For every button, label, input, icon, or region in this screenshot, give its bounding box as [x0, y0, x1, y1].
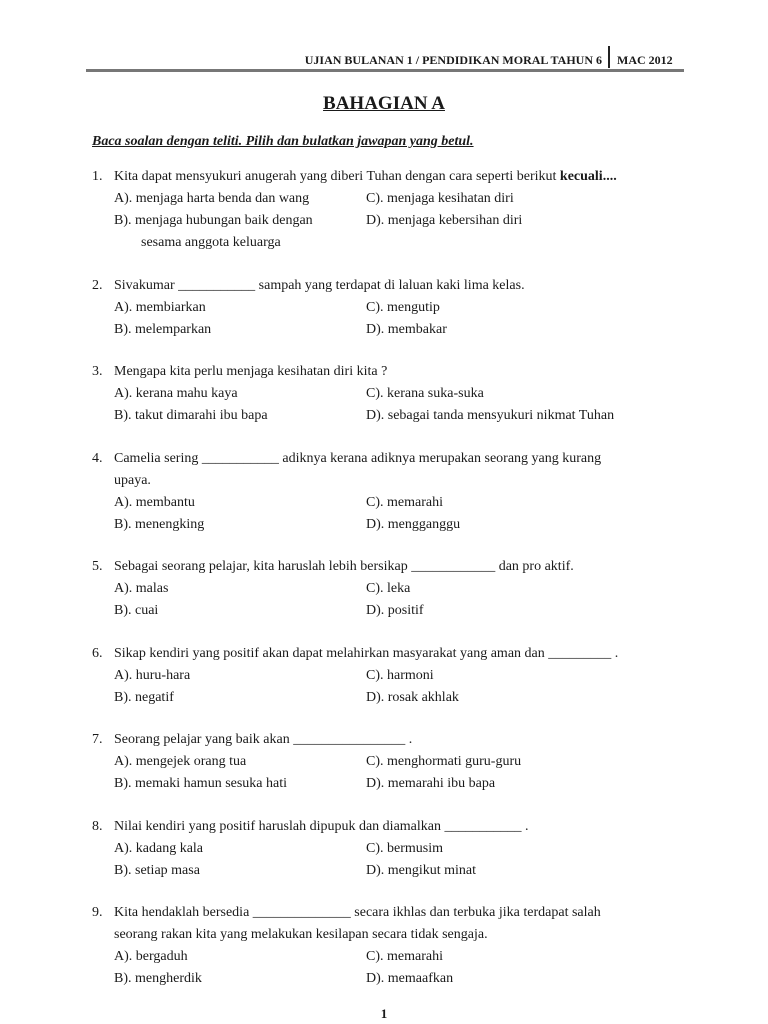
question-number: 9. [92, 905, 103, 920]
question-9 [92, 902, 692, 990]
option-b[interactable]: B). melemparkan [114, 322, 212, 337]
option-d[interactable]: D). rosak akhlak [366, 690, 459, 705]
question-stem [92, 166, 692, 188]
option-b[interactable]: B). setiap masa [114, 863, 200, 878]
question-6 [92, 643, 692, 709]
option-d[interactable]: D). sebagai tanda mensyukuri nikmat Tuhan [366, 408, 615, 423]
question-stem-continued: upaya. [114, 473, 151, 488]
option-b[interactable]: B). cuai [114, 603, 159, 618]
option-c[interactable]: C). mengutip [366, 300, 440, 315]
option-c[interactable]: C). menghormati guru-guru [366, 754, 522, 769]
question-stem-continued: seorang rakan kita yang melakukan kesilapan secara tidak sengaja. [114, 927, 488, 942]
question-number: 4. [92, 451, 103, 466]
option-c[interactable]: C). leka [366, 581, 411, 596]
option-d[interactable]: D). membakar [366, 322, 447, 337]
exam-date: MAC 2012 [617, 53, 673, 67]
option-a[interactable]: A). bergaduh [114, 949, 188, 964]
header-divider [608, 46, 610, 68]
question-number: 8. [92, 819, 103, 834]
page-number: 1 [380, 1006, 388, 1021]
option-c[interactable]: C). memarahi [366, 495, 443, 510]
question-1 [92, 166, 692, 254]
instruction-text: Baca soalan dengan teliti. Pilih dan bulatkan jawapan yang betul. [92, 134, 474, 149]
question-stem: Sivakumar ___________ sampah yang terdapat di laluan kaki lima kelas. [114, 278, 525, 293]
option-c[interactable]: C). bermusim [366, 841, 443, 856]
section-title: BAHAGIAN A [323, 93, 445, 114]
option-b[interactable]: B). menjaga hubungan baik dengan [114, 213, 313, 228]
question-stem: Camelia sering ___________ adiknya kerana adiknya merupakan seorang yang kurang [114, 451, 602, 466]
question-number: 3. [92, 364, 103, 379]
question-7 [92, 729, 692, 795]
question-5 [92, 556, 692, 622]
option-b[interactable]: B). takut dimarahi ibu bapa [114, 408, 268, 423]
option-a[interactable]: A). malas [114, 581, 169, 596]
option-b[interactable]: B). negatif [114, 690, 174, 705]
question-number: 6. [92, 646, 103, 661]
option-a[interactable]: A). kerana mahu kaya [114, 386, 238, 401]
stem-text: Kita dapat mensyukuri anugerah yang diberi Tuhan dengan cara seperti berikut [114, 169, 560, 184]
option-a[interactable]: A). membiarkan [114, 300, 206, 315]
question-stem: Sikap kendiri yang positif akan dapat melahirkan masyarakat yang aman dan _________ . [114, 646, 619, 661]
question-8 [92, 816, 692, 882]
question-stem: Nilai kendiri yang positif haruslah dipupuk dan diamalkan ___________ . [114, 819, 529, 834]
question-number: 7. [92, 732, 103, 747]
option-d[interactable]: D). memaafkan [366, 971, 454, 986]
option-c[interactable]: C). kerana suka-suka [366, 386, 484, 401]
option-a[interactable]: A). mengejek orang tua [114, 754, 247, 769]
question-stem: Mengapa kita perlu menjaga kesihatan diri kita ? [114, 364, 388, 379]
option-a[interactable]: A). huru-hara [114, 668, 191, 683]
option-d[interactable]: D). positif [366, 603, 424, 618]
option-c[interactable]: C). memarahi [366, 949, 443, 964]
page-header [86, 50, 682, 70]
option-b[interactable]: B). memaki hamun sesuka hati [114, 776, 288, 791]
question-2 [92, 275, 692, 341]
question-number: 1. [92, 169, 103, 184]
option-a[interactable]: A). kadang kala [114, 841, 204, 856]
option-b[interactable]: B). menengking [114, 517, 205, 532]
option-d[interactable]: D). menjaga kebersihan diri [366, 213, 523, 228]
question-3 [92, 361, 692, 427]
stem-emphasis: kecuali.... [559, 169, 617, 184]
header-rule [86, 69, 684, 72]
exam-title: UJIAN BULANAN 1 / PENDIDIKAN MORAL TAHUN 6 [304, 53, 602, 67]
option-c[interactable]: C). harmoni [366, 668, 434, 683]
question-stem: Kita hendaklah bersedia ______________ secara ikhlas dan terbuka jika terdapat salah [114, 905, 601, 920]
question-4 [92, 448, 692, 536]
option-d[interactable]: D). memarahi ibu bapa [366, 776, 496, 791]
option-b-continued: sesama anggota keluarga [141, 235, 281, 250]
option-a[interactable]: A). membantu [114, 495, 195, 510]
question-number: 5. [92, 559, 103, 574]
option-d[interactable]: D). mengikut minat [366, 863, 477, 878]
question-stem: Seorang pelajar yang baik akan ________________ . [114, 732, 413, 747]
option-a[interactable]: A). menjaga harta benda dan wang [114, 191, 310, 206]
question-stem: Sebagai seorang pelajar, kita haruslah lebih bersikap ____________ dan pro aktif. [114, 559, 574, 574]
option-d[interactable]: D). mengganggu [366, 517, 461, 532]
question-number: 2. [92, 278, 103, 293]
option-c[interactable]: C). menjaga kesihatan diri [366, 191, 514, 206]
option-b[interactable]: B). mengherdik [114, 971, 202, 986]
